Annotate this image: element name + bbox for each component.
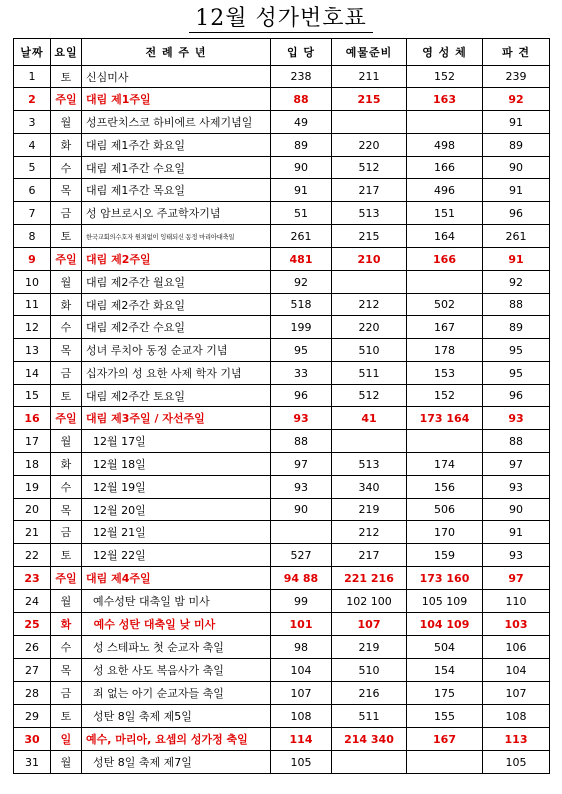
table-row: [14, 179, 550, 202]
cell-liturgy: 대림 제1주간 수요일: [82, 157, 271, 179]
cell-liturgy: 대림 제1주간 목요일: [82, 179, 271, 202]
cell-offertory: 511: [332, 705, 407, 728]
cell-offertory: 211: [332, 66, 407, 88]
cell-dismissal: 113: [483, 728, 550, 751]
table-row: [14, 682, 550, 705]
cell-date: 18: [14, 453, 51, 476]
cell-date: 16: [14, 407, 51, 430]
cell-date: 6: [14, 179, 51, 202]
cell-offertory: 102 100: [332, 590, 407, 613]
cell-offertory: 212: [332, 521, 407, 544]
cell-liturgy: 성탄 8일 축제 제5일: [82, 705, 271, 728]
cell-day: 금: [51, 202, 82, 225]
cell-entrance: 90: [271, 157, 332, 179]
table-row: [14, 294, 550, 316]
cell-communion: 155: [407, 705, 483, 728]
cell-date: 10: [14, 271, 51, 294]
cell-date: 7: [14, 202, 51, 225]
cell-dismissal: 89: [483, 316, 550, 339]
cell-date: 4: [14, 134, 51, 157]
cell-dismissal: 105: [483, 751, 550, 774]
header-entrance: 입 당: [271, 39, 332, 66]
cell-day: 토: [51, 544, 82, 567]
cell-date: 3: [14, 111, 51, 134]
cell-entrance: 88: [271, 88, 332, 111]
table-row: [14, 613, 550, 636]
table-row: [14, 476, 550, 499]
cell-day: 금: [51, 521, 82, 544]
cell-entrance: 518: [271, 294, 332, 316]
cell-day: 일: [51, 728, 82, 751]
cell-offertory: 340: [332, 476, 407, 499]
cell-liturgy: 예수 성탄 대축일 낮 미사: [82, 613, 271, 636]
cell-day: 월: [51, 751, 82, 774]
cell-dismissal: 90: [483, 499, 550, 521]
cell-liturgy: 대림 제4주일: [82, 567, 271, 590]
table-row: [14, 544, 550, 567]
cell-liturgy: 12월 17일: [82, 430, 271, 453]
cell-liturgy: 성녀 루치아 동정 순교자 기념: [82, 339, 271, 362]
cell-communion: 173 160: [407, 567, 483, 590]
cell-entrance: 108: [271, 705, 332, 728]
title-text: 12월 성가번호표: [189, 6, 373, 33]
table-row: [14, 202, 550, 225]
cell-communion: 152: [407, 385, 483, 407]
cell-dismissal: 92: [483, 88, 550, 111]
cell-dismissal: 92: [483, 271, 550, 294]
table-row: [14, 590, 550, 613]
table-row: [14, 362, 550, 385]
cell-liturgy: 대림 제2주간 월요일: [82, 271, 271, 294]
cell-liturgy: 예수, 마리아, 요셉의 성가정 축일: [82, 728, 271, 751]
cell-day: 목: [51, 659, 82, 682]
cell-date: 11: [14, 294, 51, 316]
table-body: [14, 66, 550, 774]
cell-offertory: 220: [332, 134, 407, 157]
cell-offertory: 107: [332, 613, 407, 636]
cell-communion: 506: [407, 499, 483, 521]
table-row: [14, 567, 550, 590]
cell-offertory: 217: [332, 179, 407, 202]
cell-liturgy: 성 스테파노 첫 순교자 축일: [82, 636, 271, 659]
cell-day: 화: [51, 294, 82, 316]
cell-communion: [407, 751, 483, 774]
cell-offertory: 513: [332, 453, 407, 476]
cell-day: 수: [51, 476, 82, 499]
cell-day: 토: [51, 385, 82, 407]
cell-offertory: 219: [332, 636, 407, 659]
table-row: [14, 430, 550, 453]
cell-date: 21: [14, 521, 51, 544]
cell-day: 주일: [51, 248, 82, 271]
header-offertory: 예물준비: [332, 39, 407, 66]
cell-day: 월: [51, 271, 82, 294]
cell-entrance: 93: [271, 407, 332, 430]
cell-dismissal: 103: [483, 613, 550, 636]
cell-offertory: [332, 430, 407, 453]
table-row: [14, 385, 550, 407]
cell-day: 화: [51, 613, 82, 636]
table-row: [14, 248, 550, 271]
cell-communion: 104 109: [407, 613, 483, 636]
cell-communion: 164: [407, 225, 483, 248]
cell-liturgy: 12월 19일: [82, 476, 271, 499]
cell-day: 목: [51, 499, 82, 521]
table-row: [14, 659, 550, 682]
cell-entrance: 93: [271, 476, 332, 499]
cell-communion: 153: [407, 362, 483, 385]
cell-communion: [407, 271, 483, 294]
cell-entrance: 51: [271, 202, 332, 225]
cell-liturgy: 대림 제1주일: [82, 88, 271, 111]
cell-date: 2: [14, 88, 51, 111]
cell-communion: 504: [407, 636, 483, 659]
table-row: [14, 111, 550, 134]
cell-offertory: 214 340: [332, 728, 407, 751]
cell-liturgy: 12월 18일: [82, 453, 271, 476]
cell-date: 8: [14, 225, 51, 248]
cell-date: 26: [14, 636, 51, 659]
cell-dismissal: 261: [483, 225, 550, 248]
cell-day: 주일: [51, 88, 82, 111]
cell-dismissal: 88: [483, 294, 550, 316]
cell-dismissal: 90: [483, 157, 550, 179]
cell-entrance: 107: [271, 682, 332, 705]
header-date: 날짜: [14, 39, 51, 66]
cell-dismissal: 91: [483, 179, 550, 202]
hymn-number-table: [13, 38, 550, 774]
cell-communion: 151: [407, 202, 483, 225]
cell-dismissal: 107: [483, 682, 550, 705]
table-row: [14, 66, 550, 88]
cell-liturgy: 예수성탄 대축일 밤 미사: [82, 590, 271, 613]
cell-entrance: 94 88: [271, 567, 332, 590]
header-communion: 영 성 체: [407, 39, 483, 66]
cell-entrance: 90: [271, 499, 332, 521]
cell-date: 9: [14, 248, 51, 271]
table-row: [14, 521, 550, 544]
cell-dismissal: 93: [483, 544, 550, 567]
cell-entrance: 49: [271, 111, 332, 134]
cell-date: 12: [14, 316, 51, 339]
cell-offertory: [332, 111, 407, 134]
cell-entrance: 89: [271, 134, 332, 157]
cell-date: 20: [14, 499, 51, 521]
cell-liturgy: 12월 20일: [82, 499, 271, 521]
cell-communion: 174: [407, 453, 483, 476]
cell-liturgy: 대림 제2주간 수요일: [82, 316, 271, 339]
cell-offertory: 217: [332, 544, 407, 567]
table-row: [14, 728, 550, 751]
cell-liturgy: 대림 제2주간 화요일: [82, 294, 271, 316]
page-title: [0, 6, 562, 33]
cell-communion: 498: [407, 134, 483, 157]
table-row: [14, 88, 550, 111]
cell-dismissal: 108: [483, 705, 550, 728]
cell-communion: 502: [407, 294, 483, 316]
cell-date: 30: [14, 728, 51, 751]
cell-liturgy: 신심미사: [82, 66, 271, 88]
cell-communion: 163: [407, 88, 483, 111]
cell-liturgy: 대림 제2주간 토요일: [82, 385, 271, 407]
cell-date: 15: [14, 385, 51, 407]
cell-day: 토: [51, 705, 82, 728]
header-row: [14, 39, 550, 66]
cell-communion: 166: [407, 157, 483, 179]
cell-liturgy: 죄 없는 아기 순교자들 축일: [82, 682, 271, 705]
table-row: [14, 751, 550, 774]
cell-day: 월: [51, 430, 82, 453]
cell-communion: 156: [407, 476, 483, 499]
cell-date: 5: [14, 157, 51, 179]
table-row: [14, 705, 550, 728]
cell-dismissal: 97: [483, 453, 550, 476]
cell-liturgy: 한국교회의수호자 원죄없이 잉태되신 동정 마리아대축일: [82, 225, 271, 248]
cell-communion: 496: [407, 179, 483, 202]
cell-communion: 167: [407, 728, 483, 751]
cell-day: 주일: [51, 407, 82, 430]
cell-dismissal: 96: [483, 202, 550, 225]
cell-offertory: [332, 271, 407, 294]
cell-offertory: 220: [332, 316, 407, 339]
cell-day: 수: [51, 316, 82, 339]
table-row: [14, 453, 550, 476]
cell-day: 금: [51, 362, 82, 385]
cell-entrance: 104: [271, 659, 332, 682]
cell-entrance: 99: [271, 590, 332, 613]
cell-offertory: 219: [332, 499, 407, 521]
cell-date: 28: [14, 682, 51, 705]
table-row: [14, 339, 550, 362]
header-day: 요일: [51, 39, 82, 66]
cell-date: 13: [14, 339, 51, 362]
cell-entrance: 95: [271, 339, 332, 362]
cell-date: 1: [14, 66, 51, 88]
cell-entrance: 481: [271, 248, 332, 271]
cell-offertory: 510: [332, 659, 407, 682]
cell-communion: 154: [407, 659, 483, 682]
cell-day: 월: [51, 111, 82, 134]
cell-entrance: 199: [271, 316, 332, 339]
cell-day: 수: [51, 636, 82, 659]
cell-liturgy: 대림 제2주일: [82, 248, 271, 271]
cell-entrance: 105: [271, 751, 332, 774]
cell-communion: 178: [407, 339, 483, 362]
cell-communion: 105 109: [407, 590, 483, 613]
cell-date: 29: [14, 705, 51, 728]
cell-dismissal: 106: [483, 636, 550, 659]
cell-liturgy: 성탄 8일 축제 제7일: [82, 751, 271, 774]
cell-offertory: 512: [332, 385, 407, 407]
cell-entrance: 88: [271, 430, 332, 453]
cell-dismissal: 104: [483, 659, 550, 682]
table-row: [14, 225, 550, 248]
table-row: [14, 316, 550, 339]
cell-communion: 159: [407, 544, 483, 567]
table-row: [14, 271, 550, 294]
cell-day: 수: [51, 157, 82, 179]
cell-day: 목: [51, 179, 82, 202]
table-row: [14, 499, 550, 521]
cell-dismissal: 93: [483, 476, 550, 499]
cell-entrance: 101: [271, 613, 332, 636]
cell-entrance: 238: [271, 66, 332, 88]
cell-offertory: 221 216: [332, 567, 407, 590]
cell-liturgy: 십자가의 성 요한 사제 학자 기념: [82, 362, 271, 385]
cell-day: 화: [51, 134, 82, 157]
cell-day: 토: [51, 225, 82, 248]
cell-date: 22: [14, 544, 51, 567]
cell-communion: 175: [407, 682, 483, 705]
table-row: [14, 407, 550, 430]
cell-offertory: [332, 751, 407, 774]
cell-entrance: [271, 521, 332, 544]
cell-entrance: 33: [271, 362, 332, 385]
cell-communion: 152: [407, 66, 483, 88]
cell-date: 23: [14, 567, 51, 590]
cell-communion: [407, 111, 483, 134]
cell-offertory: 212: [332, 294, 407, 316]
cell-entrance: 98: [271, 636, 332, 659]
cell-dismissal: 95: [483, 339, 550, 362]
cell-offertory: 511: [332, 362, 407, 385]
cell-date: 27: [14, 659, 51, 682]
cell-date: 25: [14, 613, 51, 636]
cell-communion: 170: [407, 521, 483, 544]
cell-offertory: 216: [332, 682, 407, 705]
cell-offertory: 510: [332, 339, 407, 362]
cell-date: 17: [14, 430, 51, 453]
table-row: [14, 157, 550, 179]
cell-date: 31: [14, 751, 51, 774]
cell-entrance: 114: [271, 728, 332, 751]
cell-communion: 166: [407, 248, 483, 271]
cell-day: 월: [51, 590, 82, 613]
cell-liturgy: 성프란치스코 하비에르 사제기념일: [82, 111, 271, 134]
cell-dismissal: 91: [483, 521, 550, 544]
cell-offertory: 215: [332, 88, 407, 111]
cell-offertory: 215: [332, 225, 407, 248]
cell-communion: [407, 430, 483, 453]
cell-dismissal: 239: [483, 66, 550, 88]
cell-liturgy: 성 요한 사도 복음사가 축일: [82, 659, 271, 682]
cell-day: 화: [51, 453, 82, 476]
cell-dismissal: 96: [483, 385, 550, 407]
table-row: [14, 134, 550, 157]
cell-dismissal: 95: [483, 362, 550, 385]
header-liturgy: 전 례 주 년: [82, 39, 271, 66]
cell-date: 19: [14, 476, 51, 499]
header-dismissal: 파 견: [483, 39, 550, 66]
cell-dismissal: 97: [483, 567, 550, 590]
cell-date: 14: [14, 362, 51, 385]
cell-dismissal: 93: [483, 407, 550, 430]
cell-dismissal: 91: [483, 248, 550, 271]
table-row: [14, 636, 550, 659]
cell-date: 24: [14, 590, 51, 613]
cell-liturgy: 12월 22일: [82, 544, 271, 567]
cell-day: 주일: [51, 567, 82, 590]
cell-offertory: 41: [332, 407, 407, 430]
cell-dismissal: 89: [483, 134, 550, 157]
cell-offertory: 512: [332, 157, 407, 179]
cell-day: 금: [51, 682, 82, 705]
cell-communion: 167: [407, 316, 483, 339]
cell-day: 토: [51, 66, 82, 88]
cell-dismissal: 88: [483, 430, 550, 453]
cell-entrance: 96: [271, 385, 332, 407]
cell-liturgy: 12월 21일: [82, 521, 271, 544]
cell-liturgy: 대림 제1주간 화요일: [82, 134, 271, 157]
cell-day: 목: [51, 339, 82, 362]
cell-dismissal: 91: [483, 111, 550, 134]
cell-offertory: 210: [332, 248, 407, 271]
cell-entrance: 91: [271, 179, 332, 202]
cell-liturgy: 성 암브로시오 주교학자기념: [82, 202, 271, 225]
cell-communion: 173 164: [407, 407, 483, 430]
cell-liturgy: 대림 제3주일 / 자선주일: [82, 407, 271, 430]
cell-entrance: 97: [271, 453, 332, 476]
cell-offertory: 513: [332, 202, 407, 225]
cell-entrance: 261: [271, 225, 332, 248]
cell-dismissal: 110: [483, 590, 550, 613]
cell-entrance: 92: [271, 271, 332, 294]
cell-entrance: 527: [271, 544, 332, 567]
